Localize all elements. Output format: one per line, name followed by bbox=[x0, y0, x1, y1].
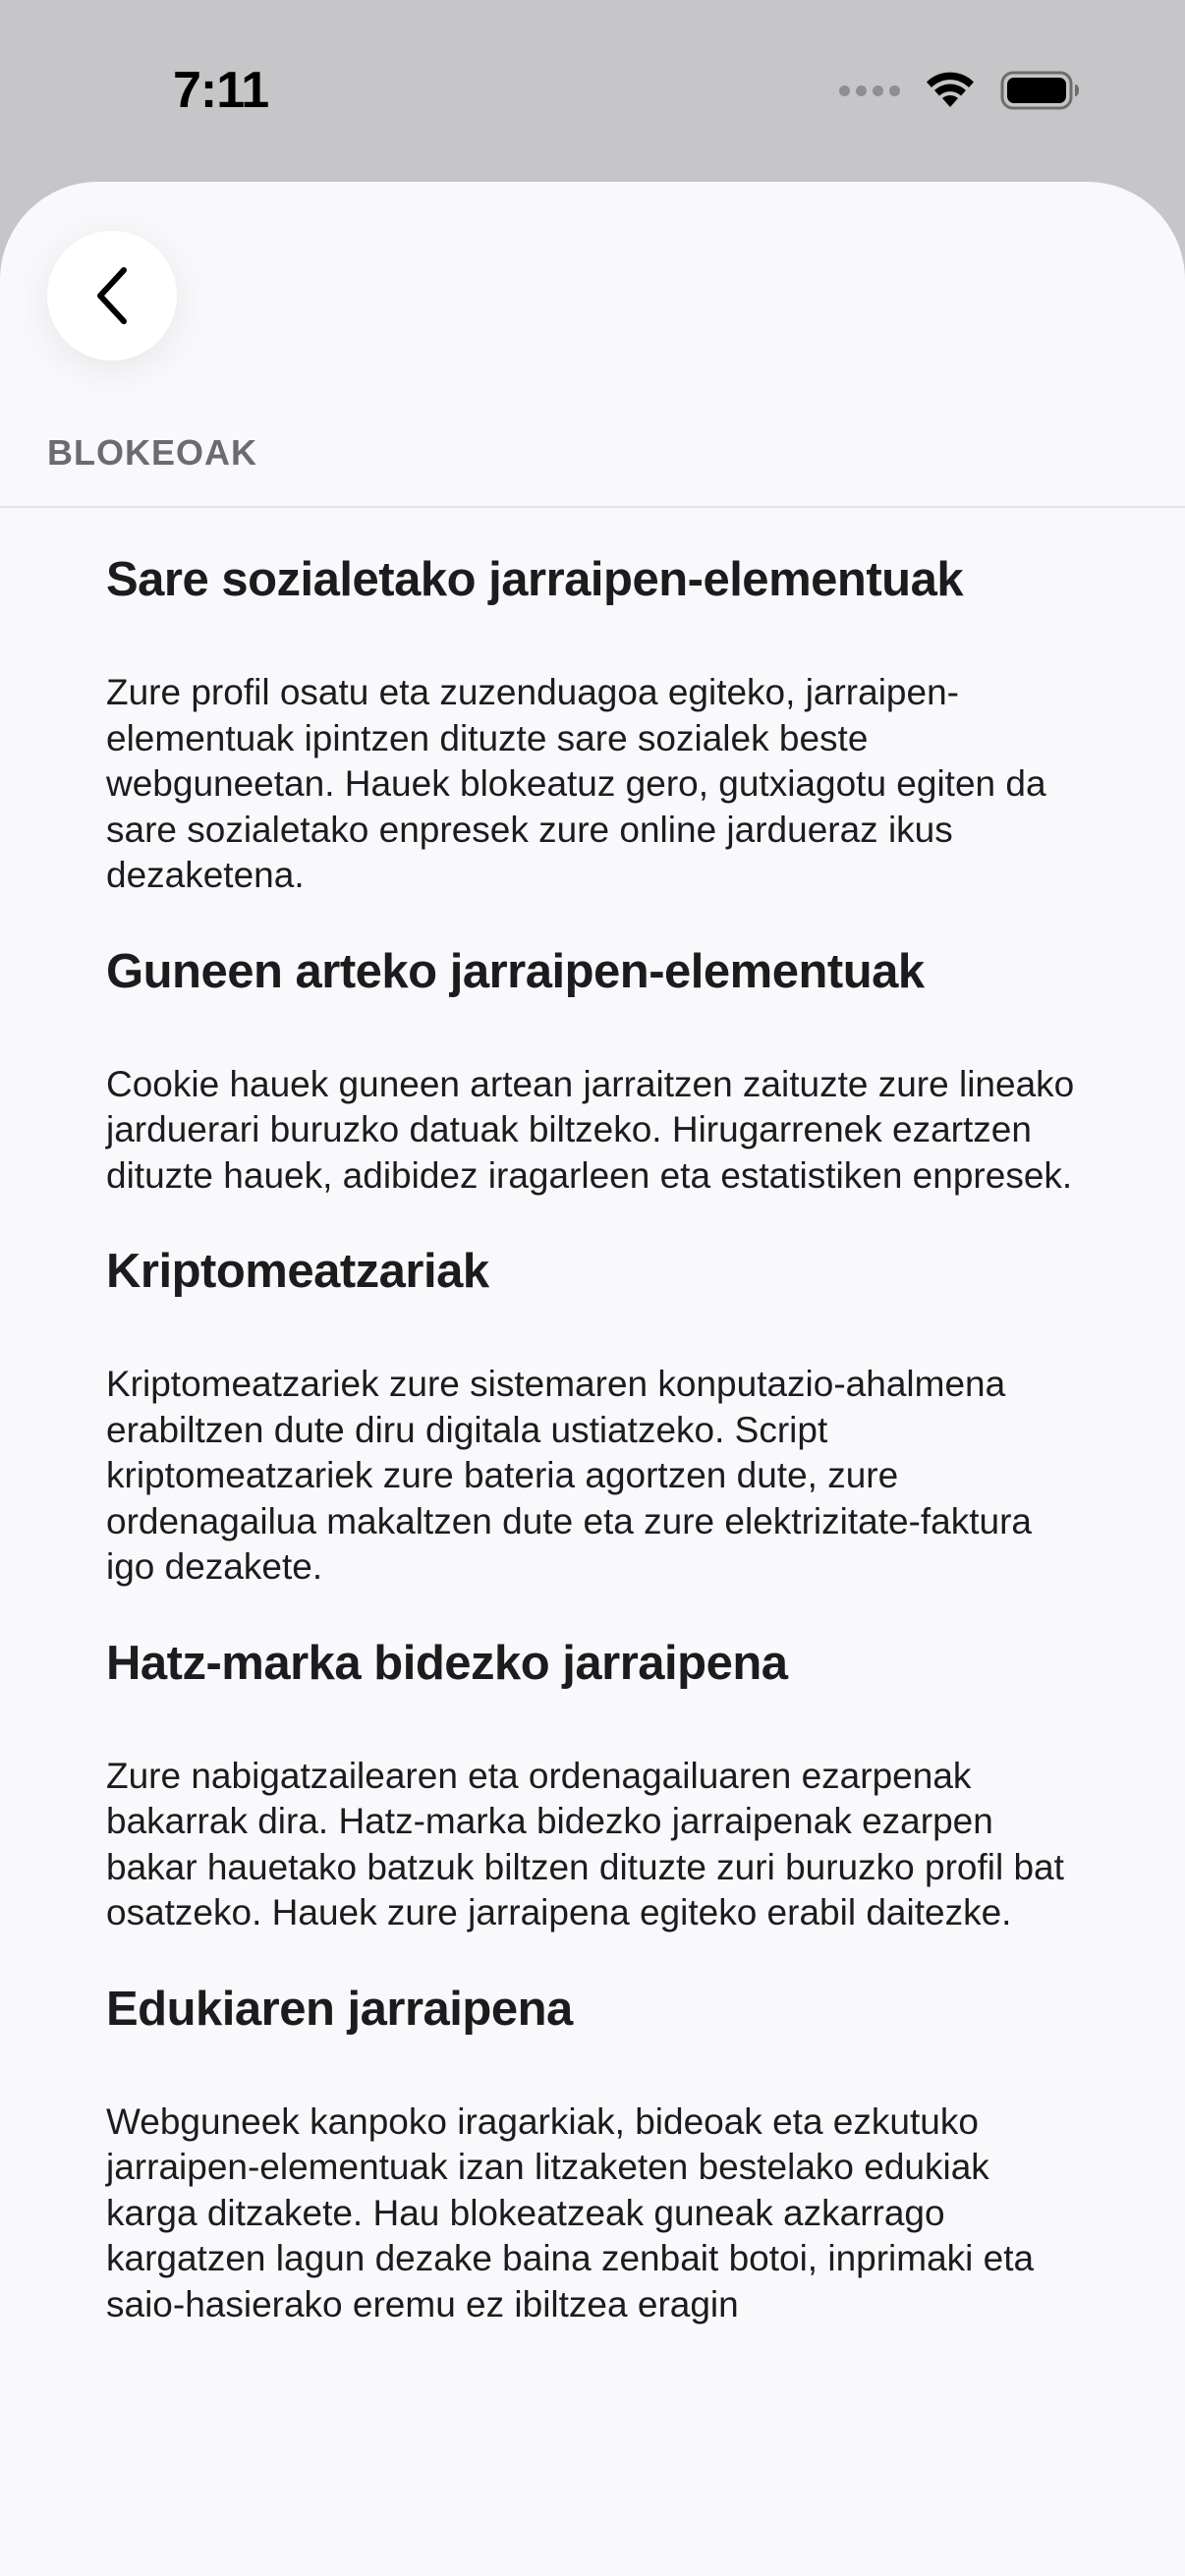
blocks-list bbox=[106, 550, 1089, 2371]
block-title: Hatz-marka bidezko jarraipena bbox=[106, 1636, 788, 1690]
settings-sheet bbox=[0, 182, 1185, 2576]
block-title: Guneen arteko jarraipen-elementuak bbox=[106, 944, 925, 998]
block-fingerprinters bbox=[106, 1634, 1089, 1936]
status-icons bbox=[839, 71, 1081, 110]
block-tracking-content bbox=[106, 1980, 1089, 2328]
block-description: Webguneek kanpoko iragarkiak, bideoak eta ezkutuko jarraipen-elementuak izan litzaketen bestelako edukiak karga ditzakete. Hau blokeatzeak guneak azkarrago kargatzen lagun dezake baina zenbait botoi, inprimaki eta saio-hasierako eremu ez ibiltzea eragin bbox=[106, 2100, 1035, 2324]
block-title: Kriptomeatzariak bbox=[106, 1245, 489, 1298]
back-button[interactable] bbox=[47, 231, 177, 361]
section-title: BLOKEOAK bbox=[47, 432, 257, 473]
block-title: Sare sozialetako jarraipen-elementuak bbox=[106, 553, 964, 606]
block-cross-site-trackers bbox=[106, 942, 1089, 1200]
block-social-trackers bbox=[106, 550, 1089, 899]
block-description: Kriptomeatzariek zure sistemaren konputazio-ahalmena erabiltzen dute diru digitala ustiatzeko. Script kriptomeatzariek zure bateria agortzen dute, zure ordenagailua makaltzen dute eta zure elektrizitate-faktura igo dezakete. bbox=[106, 1364, 1032, 1587]
block-description: Cookie hauek guneen artean jarraitzen zaituzte zure lineako jarduerari buruzko datuak biltzeko. Hirugarrenek ezartzen dituzte hauek, adibidez iragarleen eta estatistiken enpresek. bbox=[106, 1063, 1075, 1196]
wifi-icon bbox=[926, 72, 975, 109]
block-cryptominers bbox=[106, 1242, 1089, 1591]
block-description: Zure profil osatu eta zuzenduagoa egiteko, jarraipen-elementuak ipintzen dituzte sare sozialek beste webguneetan. Hauek blokeatuz gero, gutxiagotu egiten da sare sozialetako enpresek zure online jardueraz ikus dezaketena. bbox=[106, 672, 1046, 895]
battery-icon bbox=[1000, 71, 1081, 110]
divider bbox=[0, 506, 1185, 508]
cellular-signal-icon bbox=[839, 85, 900, 96]
status-time: 7:11 bbox=[173, 62, 269, 119]
chevron-left-icon bbox=[90, 264, 134, 327]
block-title: Edukiaren jarraipena bbox=[106, 1982, 573, 2036]
status-bar bbox=[0, 0, 1185, 187]
block-description: Zure nabigatzailearen eta ordenagailuaren ezarpenak bakarrak dira. Hatz-marka bidezko jarraipenak ezarpen bakar hauetako batzuk biltzen dituzte zuri buruzko profil bat osatzeko. Hauek zure jarraipena egiteko erabil daitezke. bbox=[106, 1755, 1064, 1932]
